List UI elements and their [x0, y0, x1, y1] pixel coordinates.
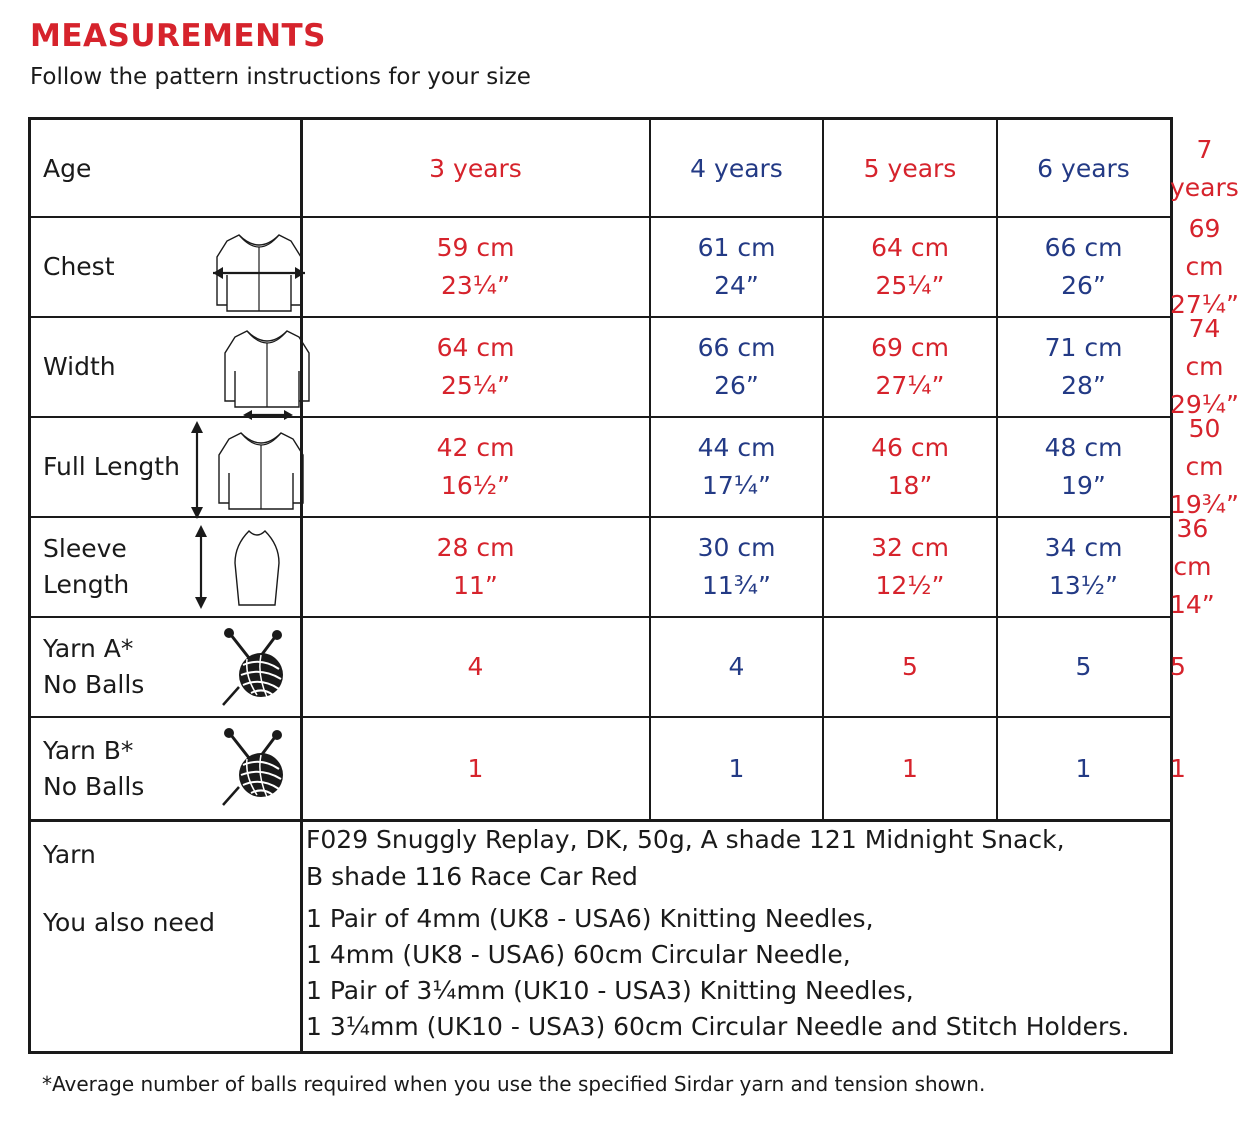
measurement-value: 32 cm [871, 533, 949, 562]
size-header: 5 years [863, 153, 957, 183]
measurement-value: 74 cm [1185, 314, 1224, 381]
measurement-cell [650, 617, 823, 717]
row-label-line: Sleeve [43, 534, 127, 563]
measurement-value: 66 cm [1044, 233, 1123, 262]
row-label [31, 717, 201, 820]
measurement-cell [823, 517, 997, 617]
measurement-cell [1170, 514, 1215, 619]
measurement-value: 19” [1061, 471, 1106, 500]
measurement-value: 64 cm [871, 233, 949, 262]
measurement-cell [997, 717, 1170, 820]
measurement-cell [301, 717, 650, 820]
measurement-value: 1 [728, 753, 745, 783]
measurement-cell [650, 717, 823, 820]
row-label-line: No Balls [43, 670, 145, 699]
measurement-cell [301, 517, 650, 617]
measurement-value: 34 cm [1044, 533, 1123, 562]
header-label [31, 120, 301, 217]
measurement-cell [997, 317, 1170, 417]
measurement-value: 28 cm [436, 533, 515, 562]
measurement-value: 27¼” [1170, 290, 1239, 319]
measurement-value: 11¾” [702, 571, 771, 600]
measurement-value: 69 cm [871, 333, 949, 362]
measurement-value: 27¼” [875, 371, 945, 400]
measurement-value: 29¼” [1170, 390, 1239, 419]
measurement-cell [301, 317, 650, 417]
size-header: 6 years [1037, 153, 1130, 183]
header-label-text: Age [43, 153, 92, 183]
also-need-line: 1 4mm (UK8 - USA6) 60cm Circular Needle, [306, 940, 851, 969]
measurement-cell [823, 717, 997, 820]
row-label-line: Width [43, 352, 116, 381]
row-label [31, 317, 201, 417]
measurement-cell [997, 217, 1170, 317]
measurement-cell [1170, 617, 1186, 717]
yarn-description-line: F029 Snuggly Replay, DK, 50g, A shade 121 Midnight Snack, [306, 825, 1065, 854]
measurement-value: 12½” [875, 571, 945, 600]
measurement-value: 5 [1170, 652, 1186, 681]
measurement-cell [301, 217, 650, 317]
row-label-line: Length [43, 570, 130, 599]
measurement-value: 13½” [1049, 571, 1118, 600]
measurement-cell [650, 217, 823, 317]
footnote: *Average number of balls required when you use the specified Sirdar yarn and tension shown. [42, 1072, 986, 1096]
cardigan-length-icon [187, 421, 307, 521]
row-label [31, 417, 201, 517]
measurement-value: 48 cm [1044, 433, 1123, 462]
also-need-label: You also need [43, 908, 216, 937]
yarn-ball-needles-icon [217, 627, 289, 709]
measurement-value: 11” [453, 571, 498, 600]
measurement-cell [997, 617, 1170, 717]
measurement-cell [301, 617, 650, 717]
measurement-value: 14” [1170, 590, 1215, 619]
measurement-value: 28” [1061, 371, 1106, 400]
measurement-value: 24” [714, 271, 759, 300]
row-label-line: Yarn B* [43, 735, 134, 765]
measurement-value: 44 cm [697, 433, 776, 462]
measurement-cell [1170, 717, 1186, 820]
size-header: 4 years [690, 153, 783, 183]
measurement-cell [823, 617, 997, 717]
measurement-value: 59 cm [436, 233, 515, 262]
measurement-value: 69 cm [1185, 214, 1224, 281]
measurement-value: 5 [902, 652, 918, 681]
measurement-cell [823, 417, 997, 517]
measurement-value: 17¼” [702, 471, 771, 500]
measurements-table [28, 117, 1239, 1054]
size-header: 7 years [1170, 134, 1239, 202]
also-need-line: 1 Pair of 3¼mm (UK10 - USA3) Knitting Needles, [306, 976, 914, 1005]
measurement-cell [1170, 214, 1239, 319]
measurement-value: 1 [902, 753, 918, 783]
measurement-value: 25¼” [875, 271, 945, 300]
measurement-value: 1 [1075, 753, 1092, 783]
row-label [31, 517, 201, 617]
measurement-value: 4 [467, 652, 484, 681]
row-label [31, 617, 201, 717]
row-label-line: Yarn A* [43, 634, 134, 663]
measurement-value: 46 cm [871, 433, 949, 462]
measurement-cell [997, 517, 1170, 617]
measurement-value: 64 cm [436, 333, 515, 362]
measurement-value: 18” [887, 471, 933, 500]
row-label [31, 217, 201, 317]
row-label-line: Chest [43, 252, 115, 281]
also-need-line: 1 Pair of 4mm (UK8 - USA6) Knitting Needles, [306, 904, 874, 933]
measurement-cell [650, 417, 823, 517]
row-label-line: No Balls [43, 771, 145, 801]
yarn-ball-needles-icon [217, 727, 289, 809]
cardigan-chest-icon [209, 223, 305, 313]
measurement-cell [997, 417, 1170, 517]
measurement-value: 1 [467, 753, 484, 783]
measurement-value: 26” [1061, 271, 1106, 300]
sleeve-length-icon [191, 523, 291, 613]
size-header: 3 years [429, 153, 522, 183]
measurement-value: 23¼” [441, 271, 510, 300]
measurement-value: 26” [714, 371, 759, 400]
page-subtitle: Follow the pattern instructions for your size [30, 64, 531, 90]
measurement-value: 1 [1170, 753, 1186, 783]
measurement-value: 61 cm [697, 233, 776, 262]
measurement-value: 50 cm [1185, 414, 1224, 481]
measurement-cell [1170, 414, 1239, 519]
measurement-cell [650, 517, 823, 617]
measurement-cell [823, 317, 997, 417]
measurement-value: 42 cm [436, 433, 515, 462]
cardigan-width-icon [217, 319, 313, 423]
measurement-value: 19¾” [1170, 490, 1239, 519]
measurement-cell [650, 317, 823, 417]
measurement-cell [823, 217, 997, 317]
measurement-value: 71 cm [1044, 333, 1123, 362]
row-label-line: Full Length [43, 452, 180, 481]
measurement-value: 16½” [441, 471, 510, 500]
measurement-value: 36 cm [1173, 514, 1212, 581]
yarn-label: Yarn [43, 840, 96, 869]
measurement-value: 4 [728, 652, 745, 681]
yarn-description-line: B shade 116 Race Car Red [306, 862, 638, 891]
measurement-value: 25¼” [441, 371, 510, 400]
measurement-value: 66 cm [697, 333, 776, 362]
measurement-value: 5 [1075, 652, 1092, 681]
measurement-cell [1170, 314, 1239, 419]
measurement-cell [301, 417, 650, 517]
page-title: MEASUREMENTS [30, 18, 327, 54]
measurement-value: 30 cm [697, 533, 776, 562]
also-need-line: 1 3¼mm (UK10 - USA3) 60cm Circular Needle and Stitch Holders. [306, 1012, 1130, 1041]
